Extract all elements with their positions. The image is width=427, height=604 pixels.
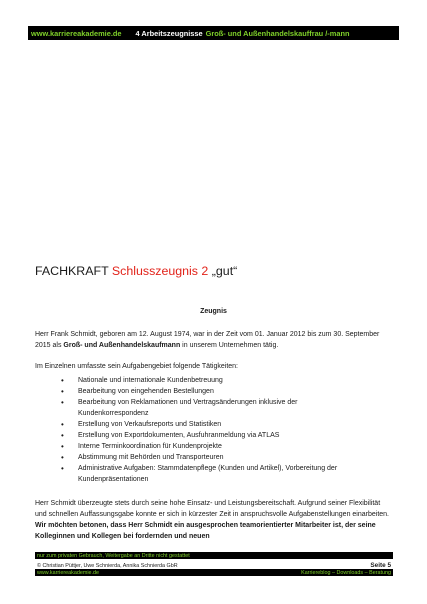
page-number: Seite 5 bbox=[370, 562, 391, 569]
task-item-continuation: Kundenpräsentationen bbox=[78, 476, 149, 483]
intro-job-title: Groß- und Außenhandelskaufmann bbox=[63, 342, 181, 349]
task-item: • Erstellung von Verkaufsreports und Statistiken bbox=[35, 419, 393, 430]
task-item: • Administrative Aufgaben: Stammdatenpflege (Kunden und Artikel), Vorbereitung der bbox=[35, 463, 393, 474]
tasks-intro: Im Einzelnen umfasste sein Aufgabengebiet folgende Tätigkeiten: bbox=[35, 363, 239, 370]
task-item: • Bearbeitung von eingehenden Bestellungen bbox=[35, 386, 393, 397]
intro-text-1: Herr Frank Schmidt, geboren am 12. August 1974, war in der Zeit vom 01. Januar 2012 bis zum 30. September 2015 als bbox=[35, 331, 380, 349]
footer-links-bar bbox=[35, 569, 393, 576]
footer-notice: nur zum privaten Gebrauch, Weitergabe an Dritte nicht gestattet bbox=[37, 552, 190, 559]
task-item: • Abstimmung mit Behörden und Transporteuren bbox=[35, 452, 393, 463]
section-title-highlight: Schlusszeugnis 2 bbox=[111, 264, 209, 278]
footer-copyright: © Christian Püttjer, Uwe Schnierda, Annika Schnierda GbR bbox=[37, 562, 178, 569]
header-doc-title: 4 Arbeitszeugnisse bbox=[135, 28, 203, 38]
footer-tagline[interactable]: Karriereblog – Downloads – Beratung bbox=[301, 569, 391, 576]
closing-text: Herr Schmidt überzeugte stets durch seine hohe Einsatz- und Leistungsbereitschaft. Aufgrund seiner Flexibilität und schnellen Auffassungsgabe konnte er sich in kürzester Zeit in anspruchsvolle Aufgabenstellungen einarbeiten. bbox=[35, 500, 389, 518]
section-title bbox=[35, 264, 237, 278]
task-item: • Erstellung von Exportdokumenten, Ausfuhranmeldung via ATLAS bbox=[35, 430, 393, 441]
task-item-continuation: Kundenkorrespondenz bbox=[78, 410, 149, 417]
task-item: • Interne Terminkoordination für Kundenprojekte bbox=[35, 441, 393, 452]
header-bar bbox=[28, 26, 399, 40]
footer-site-link[interactable]: www.karriereakademie.de bbox=[37, 569, 100, 576]
closing-paragraph bbox=[35, 498, 393, 542]
closing-emphasis: Wir möchten betonen, dass Herr Schmidt ein ausgesprochen teamorientierter Mitarbeiter ist, der seine Kolleginnen und Kollegen bei fordernden und neuen bbox=[35, 522, 376, 540]
footer-notice-bar bbox=[35, 552, 393, 559]
intro-paragraph bbox=[35, 329, 393, 351]
task-list bbox=[35, 375, 393, 485]
header-site-link[interactable]: www.karriereakademie.de bbox=[31, 28, 122, 38]
task-item: • Nationale und internationale Kundenbetreuung bbox=[35, 375, 393, 386]
task-item: • Bearbeitung von Reklamationen und Vertragsänderungen inklusive der bbox=[35, 397, 393, 408]
header-doc-subtitle: Groß- und Außenhandelskauffrau /-mann bbox=[205, 28, 350, 38]
section-title-suffix: „gut“ bbox=[211, 264, 238, 278]
intro-text-2: in unserem Unternehmen tätig. bbox=[180, 342, 279, 349]
section-title-prefix: FACHKRAFT bbox=[35, 264, 109, 278]
document-heading: Zeugnis bbox=[200, 308, 227, 315]
footer-copyright-row bbox=[35, 562, 393, 569]
